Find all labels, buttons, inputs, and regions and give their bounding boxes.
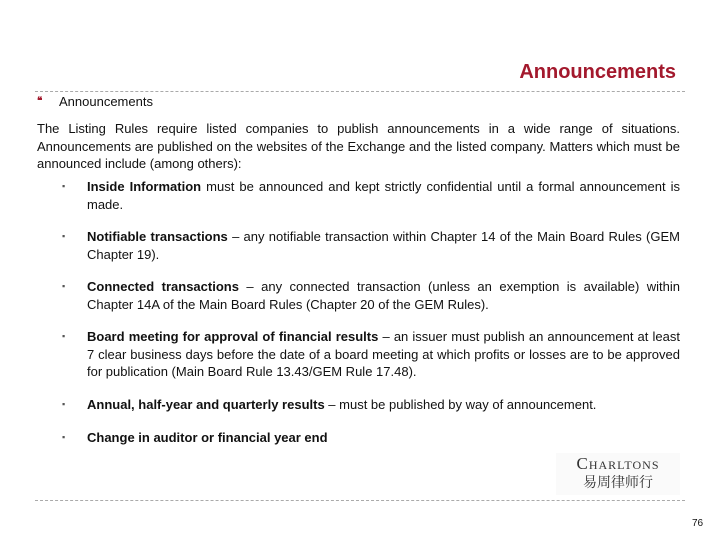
intro-paragraph: The Listing Rules require listed companies to publish announcements in a wide range of situations. Announcements are published on the websites of the Exchange and the listed company. Matters which must be announced include (among others):: [37, 121, 680, 171]
bottom-divider: [35, 500, 685, 501]
item-heading: Board meeting for approval of financial results: [87, 329, 379, 344]
list-item: [62, 228, 680, 263]
list-item: [62, 396, 680, 414]
bullet-icon: ▪: [62, 181, 66, 191]
list-item: [62, 328, 680, 381]
charltons-logo: [556, 453, 680, 495]
list-item: [62, 278, 680, 313]
list-item: [62, 178, 680, 213]
item-text: – an issuer must publish an announcement at least 7 clear business days before the date of a board meeting at which profits or losses are to be approved for publication (Main Board Rule 13.43/GEM Rule 17.48).: [87, 329, 680, 379]
bullet-icon: ▪: [62, 281, 66, 291]
item-text: – must be published by way of announcement.: [324, 397, 597, 412]
item-text: – any connected transaction (unless an exemption is available) within Chapter 14A of the Main Board Rules (Chapter 20 of the GEM Rules).: [87, 279, 680, 312]
page-number: 76: [692, 518, 704, 529]
bullet-icon: ▪: [62, 331, 66, 341]
logo-chinese: 易周律师行: [583, 475, 653, 491]
item-text: must be announced and kept strictly confidential until a formal announcement is made.: [87, 179, 680, 212]
item-heading: Notifiable transactions: [87, 229, 228, 244]
quote-bullet-icon: ❝: [37, 96, 43, 107]
subheading: [37, 94, 153, 109]
item-text: – any notifiable transaction within Chapter 14 of the Main Board Rules (GEM Chapter 19).: [87, 229, 680, 262]
bullet-icon: ▪: [62, 231, 66, 241]
item-heading: Connected transactions: [87, 279, 239, 294]
list-item: [62, 429, 680, 447]
logo-english: Charltons: [576, 454, 660, 473]
bullet-icon: ▪: [62, 399, 66, 409]
bullet-icon: ▪: [62, 432, 66, 442]
item-heading: Annual, half-year and quarterly results: [87, 397, 325, 412]
slide-title: Announcements: [519, 61, 676, 83]
top-divider: [35, 91, 685, 92]
subheading-text: Announcements: [59, 94, 153, 109]
item-heading: Inside Information: [87, 179, 202, 194]
item-heading: Change in auditor or financial year end: [87, 430, 328, 445]
